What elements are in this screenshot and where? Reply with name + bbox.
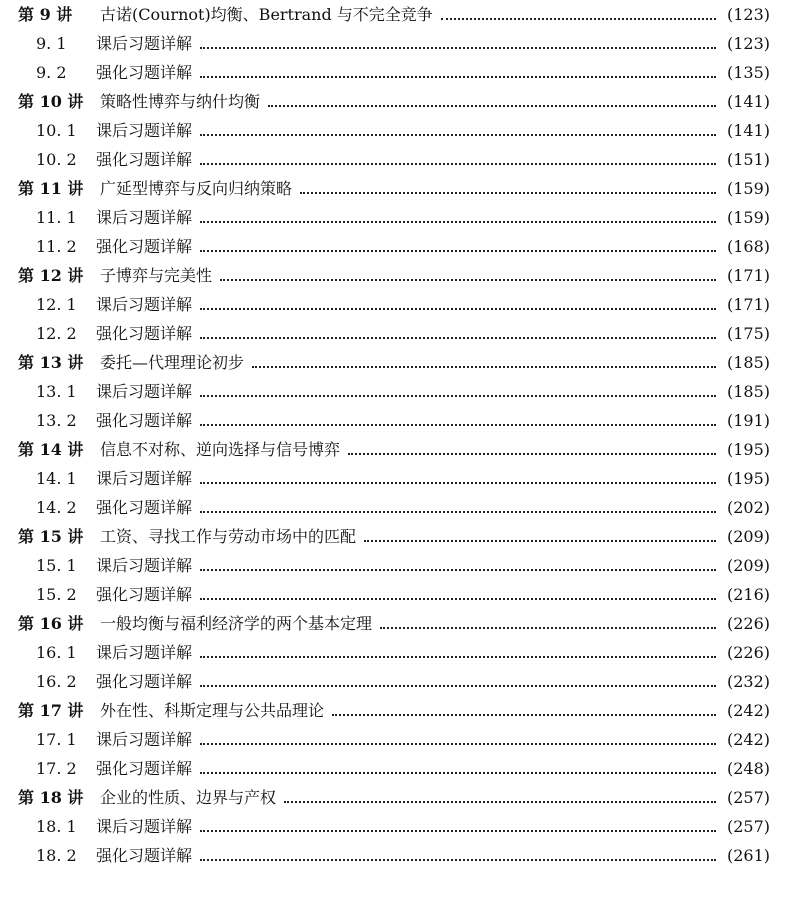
toc-section-entry[interactable] xyxy=(18,319,770,348)
section-title: 课后习题详解 xyxy=(96,643,193,662)
page-number: ( 257 ) xyxy=(722,783,770,812)
section-title: 强化习题详解 xyxy=(96,237,193,256)
dot-leader xyxy=(200,307,716,310)
toc-chapter-entry[interactable] xyxy=(18,522,770,551)
toc-chapter-entry[interactable] xyxy=(18,348,770,377)
chapter-number: 第 15 讲 xyxy=(18,527,84,546)
page-number: ( 159 ) xyxy=(722,174,770,203)
section-title: 课后习题详解 xyxy=(96,208,193,227)
page-number: ( 185 ) xyxy=(722,348,770,377)
toc-section-entry[interactable] xyxy=(18,754,770,783)
section-number: 16. 2 xyxy=(36,672,77,691)
chapter-title: 广延型博弈与反向归纳策略 xyxy=(100,179,293,198)
toc-section-entry[interactable] xyxy=(18,580,770,609)
page-number: ( 209 ) xyxy=(722,522,770,551)
section-title: 强化习题详解 xyxy=(96,672,193,691)
page-number: ( 171 ) xyxy=(722,261,770,290)
chapter-title: 信息不对称、逆向选择与信号博弈 xyxy=(100,440,341,459)
page-number: ( 226 ) xyxy=(722,609,770,638)
table-of-contents xyxy=(18,0,770,870)
dot-leader xyxy=(200,133,716,136)
toc-section-entry[interactable] xyxy=(18,725,770,754)
page-number: ( 216 ) xyxy=(722,580,770,609)
dot-leader xyxy=(284,800,716,803)
dot-leader xyxy=(200,684,716,687)
dot-leader xyxy=(200,336,716,339)
toc-section-entry[interactable] xyxy=(18,667,770,696)
toc-chapter-entry[interactable] xyxy=(18,783,770,812)
page-number: ( 232 ) xyxy=(722,667,770,696)
dot-leader xyxy=(380,626,716,629)
section-title: 课后习题详解 xyxy=(96,295,193,314)
toc-section-entry[interactable] xyxy=(18,58,770,87)
page-number: ( 151 ) xyxy=(722,145,770,174)
dot-leader xyxy=(200,771,716,774)
chapter-title: 策略性博弈与纳什均衡 xyxy=(100,92,261,111)
page-number: ( 123 ) xyxy=(722,29,770,58)
dot-leader xyxy=(200,249,716,252)
toc-section-entry[interactable] xyxy=(18,406,770,435)
dot-leader xyxy=(200,829,716,832)
chapter-title: 企业的性质、边界与产权 xyxy=(100,788,277,807)
dot-leader xyxy=(441,17,716,20)
dot-leader xyxy=(200,568,716,571)
toc-chapter-entry[interactable] xyxy=(18,609,770,638)
page-number: ( 248 ) xyxy=(722,754,770,783)
toc-chapter-entry[interactable] xyxy=(18,174,770,203)
dot-leader xyxy=(200,510,716,513)
chapter-number: 第 17 讲 xyxy=(18,701,84,720)
toc-chapter-entry[interactable] xyxy=(18,261,770,290)
dot-leader xyxy=(364,539,716,542)
chapter-number: 第 14 讲 xyxy=(18,440,84,459)
section-number: 13. 1 xyxy=(36,382,77,401)
toc-section-entry[interactable] xyxy=(18,493,770,522)
chapter-title: 委托—代理理论初步 xyxy=(100,353,245,372)
section-title: 强化习题详解 xyxy=(96,63,193,82)
section-title: 强化习题详解 xyxy=(96,498,193,517)
chapter-number: 第 9 讲 xyxy=(18,5,73,24)
section-title: 课后习题详解 xyxy=(96,121,193,140)
section-number: 17. 2 xyxy=(36,759,77,778)
dot-leader xyxy=(300,191,716,194)
chapter-title: 工资、寻找工作与劳动市场中的匹配 xyxy=(100,527,357,546)
page-number: ( 257 ) xyxy=(722,812,770,841)
section-title: 强化习题详解 xyxy=(96,411,193,430)
section-number: 15. 2 xyxy=(36,585,77,604)
page-number: ( 171 ) xyxy=(722,290,770,319)
chapter-title: 子博弈与完美性 xyxy=(100,266,213,285)
page-number: ( 242 ) xyxy=(722,696,770,725)
section-number: 18. 2 xyxy=(36,846,77,865)
page-number: ( 191 ) xyxy=(722,406,770,435)
dot-leader xyxy=(252,365,716,368)
chapter-number: 第 11 讲 xyxy=(18,179,84,198)
dot-leader xyxy=(200,220,716,223)
section-number: 14. 2 xyxy=(36,498,77,517)
toc-chapter-entry[interactable] xyxy=(18,87,770,116)
section-number: 11. 1 xyxy=(36,208,77,227)
dot-leader xyxy=(200,481,716,484)
toc-section-entry[interactable] xyxy=(18,638,770,667)
page-number: ( 185 ) xyxy=(722,377,770,406)
toc-section-entry[interactable] xyxy=(18,464,770,493)
chapter-number: 第 13 讲 xyxy=(18,353,84,372)
page-number: ( 135 ) xyxy=(722,58,770,87)
page-number: ( 123 ) xyxy=(722,0,770,29)
section-title: 课后习题详解 xyxy=(96,469,193,488)
page-number: ( 195 ) xyxy=(722,435,770,464)
toc-section-entry[interactable] xyxy=(18,290,770,319)
dot-leader xyxy=(200,423,716,426)
section-number: 11. 2 xyxy=(36,237,77,256)
chapter-number: 第 18 讲 xyxy=(18,788,84,807)
dot-leader xyxy=(200,46,716,49)
section-title: 课后习题详解 xyxy=(96,817,193,836)
section-title: 强化习题详解 xyxy=(96,585,193,604)
section-number: 10. 1 xyxy=(36,121,77,140)
dot-leader xyxy=(200,655,716,658)
section-number: 13. 2 xyxy=(36,411,77,430)
section-number: 10. 2 xyxy=(36,150,77,169)
page-number: ( 195 ) xyxy=(722,464,770,493)
dot-leader xyxy=(200,75,716,78)
section-number: 15. 1 xyxy=(36,556,77,575)
section-number: 9. 1 xyxy=(36,34,67,53)
toc-section-entry[interactable] xyxy=(18,145,770,174)
toc-chapter-entry[interactable] xyxy=(18,435,770,464)
chapter-number: 第 16 讲 xyxy=(18,614,84,633)
dot-leader xyxy=(220,278,716,281)
page-number: ( 141 ) xyxy=(722,116,770,145)
section-number: 9. 2 xyxy=(36,63,67,82)
dot-leader xyxy=(200,742,716,745)
page-number: ( 209 ) xyxy=(722,551,770,580)
section-title: 强化习题详解 xyxy=(96,150,193,169)
page-number: ( 168 ) xyxy=(722,232,770,261)
dot-leader xyxy=(200,162,716,165)
section-title: 强化习题详解 xyxy=(96,324,193,343)
section-title: 课后习题详解 xyxy=(96,556,193,575)
section-title: 强化习题详解 xyxy=(96,846,193,865)
page-number: ( 226 ) xyxy=(722,638,770,667)
toc-section-entry[interactable] xyxy=(18,203,770,232)
chapter-title: 外在性、科斯定理与公共品理论 xyxy=(100,701,325,720)
toc-section-entry[interactable] xyxy=(18,232,770,261)
dot-leader xyxy=(348,452,716,455)
section-number: 17. 1 xyxy=(36,730,77,749)
dot-leader xyxy=(200,858,716,861)
section-number: 16. 1 xyxy=(36,643,77,662)
toc-section-entry[interactable] xyxy=(18,841,770,870)
toc-section-entry[interactable] xyxy=(18,29,770,58)
page-number: ( 175 ) xyxy=(722,319,770,348)
dot-leader xyxy=(268,104,716,107)
section-number: 12. 1 xyxy=(36,295,77,314)
dot-leader xyxy=(332,713,716,716)
toc-section-entry[interactable] xyxy=(18,551,770,580)
dot-leader xyxy=(200,597,716,600)
page-number: ( 261 ) xyxy=(722,841,770,870)
toc-chapter-entry[interactable] xyxy=(18,696,770,725)
chapter-number: 第 10 讲 xyxy=(18,92,84,111)
toc-section-entry[interactable] xyxy=(18,116,770,145)
page-number: ( 141 ) xyxy=(722,87,770,116)
section-title: 课后习题详解 xyxy=(96,34,193,53)
section-number: 14. 1 xyxy=(36,469,77,488)
section-number: 18. 1 xyxy=(36,817,77,836)
section-title: 课后习题详解 xyxy=(96,382,193,401)
toc-chapter-entry[interactable] xyxy=(18,0,770,29)
toc-section-entry[interactable] xyxy=(18,812,770,841)
page-number: ( 242 ) xyxy=(722,725,770,754)
page-number: ( 202 ) xyxy=(722,493,770,522)
chapter-title: 一般均衡与福利经济学的两个基本定理 xyxy=(100,614,373,633)
section-number: 12. 2 xyxy=(36,324,77,343)
dot-leader xyxy=(200,394,716,397)
chapter-number: 第 12 讲 xyxy=(18,266,84,285)
chapter-title: 古诺(Cournot)均衡、Bertrand 与不完全竞争 xyxy=(100,5,433,24)
section-title: 强化习题详解 xyxy=(96,759,193,778)
toc-section-entry[interactable] xyxy=(18,377,770,406)
section-title: 课后习题详解 xyxy=(96,730,193,749)
page-number: ( 159 ) xyxy=(722,203,770,232)
